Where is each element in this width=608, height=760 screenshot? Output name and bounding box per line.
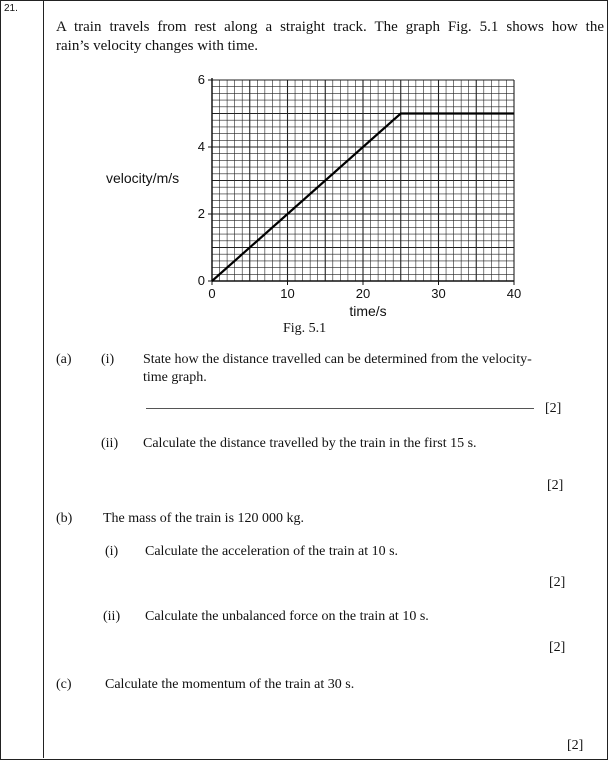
part-b-label: (b): [56, 511, 73, 526]
y-tick-label: 0: [197, 273, 205, 288]
graph-grid: [212, 80, 514, 281]
intro-line-2: rain’s velocity changes with time.: [56, 38, 259, 54]
part-a-i-text-line2: time graph.: [143, 370, 207, 385]
part-a-i-label: (i): [101, 352, 115, 367]
question-number: 21.: [4, 3, 18, 14]
part-b-ii-label: (ii): [103, 609, 121, 624]
part-b-ii-text: Calculate the unbalanced force on the train at 10 s.: [145, 609, 429, 624]
part-a-ii-marks: [2]: [547, 478, 564, 493]
part-a-i-marks: [2]: [545, 401, 562, 416]
x-tick-label: 30: [431, 286, 446, 301]
graph-ticks: [198, 72, 521, 301]
part-a-i-text-line1: State how the distance travelled can be determined from the velocity-: [143, 352, 532, 367]
part-b-i-marks: [2]: [549, 575, 566, 590]
part-a-ii-label: (ii): [101, 436, 119, 451]
velocity-time-graph: [100, 70, 540, 320]
question-intro: [56, 18, 604, 56]
y-tick-label: 2: [197, 206, 205, 221]
question-number-column: [0, 0, 44, 758]
y-tick-label: 4: [197, 139, 205, 154]
x-tick-label: 10: [280, 286, 295, 301]
part-c-marks: [2]: [567, 738, 584, 753]
x-tick-label: 40: [506, 286, 522, 301]
part-a-ii-text: Calculate the distance travelled by the train in the first 15 s.: [143, 436, 477, 451]
part-b-text: The mass of the train is 120 000 kg.: [103, 511, 305, 526]
part-b-i-label: (i): [105, 544, 119, 559]
y-tick-label: 6: [197, 72, 205, 87]
part-c-label: (c): [56, 677, 72, 692]
x-tick-label: 0: [208, 286, 216, 301]
part-b-i-text: Calculate the acceleration of the train at 10 s.: [145, 544, 399, 559]
x-axis-label: time/s: [349, 303, 387, 319]
y-axis-label: velocity/m/s: [106, 170, 180, 186]
part-c-text: Calculate the momentum of the train at 30 s.: [105, 677, 355, 692]
part-a-label: (a): [56, 352, 72, 367]
part-b-ii-marks: [2]: [549, 640, 566, 655]
x-tick-label: 20: [355, 286, 371, 301]
answer-line: [146, 408, 534, 409]
figure-caption: Fig. 5.1: [283, 321, 327, 336]
intro-line-1: A train travels from rest along a straight track. The graph Fig. 5.1 shows how the: [56, 19, 604, 35]
